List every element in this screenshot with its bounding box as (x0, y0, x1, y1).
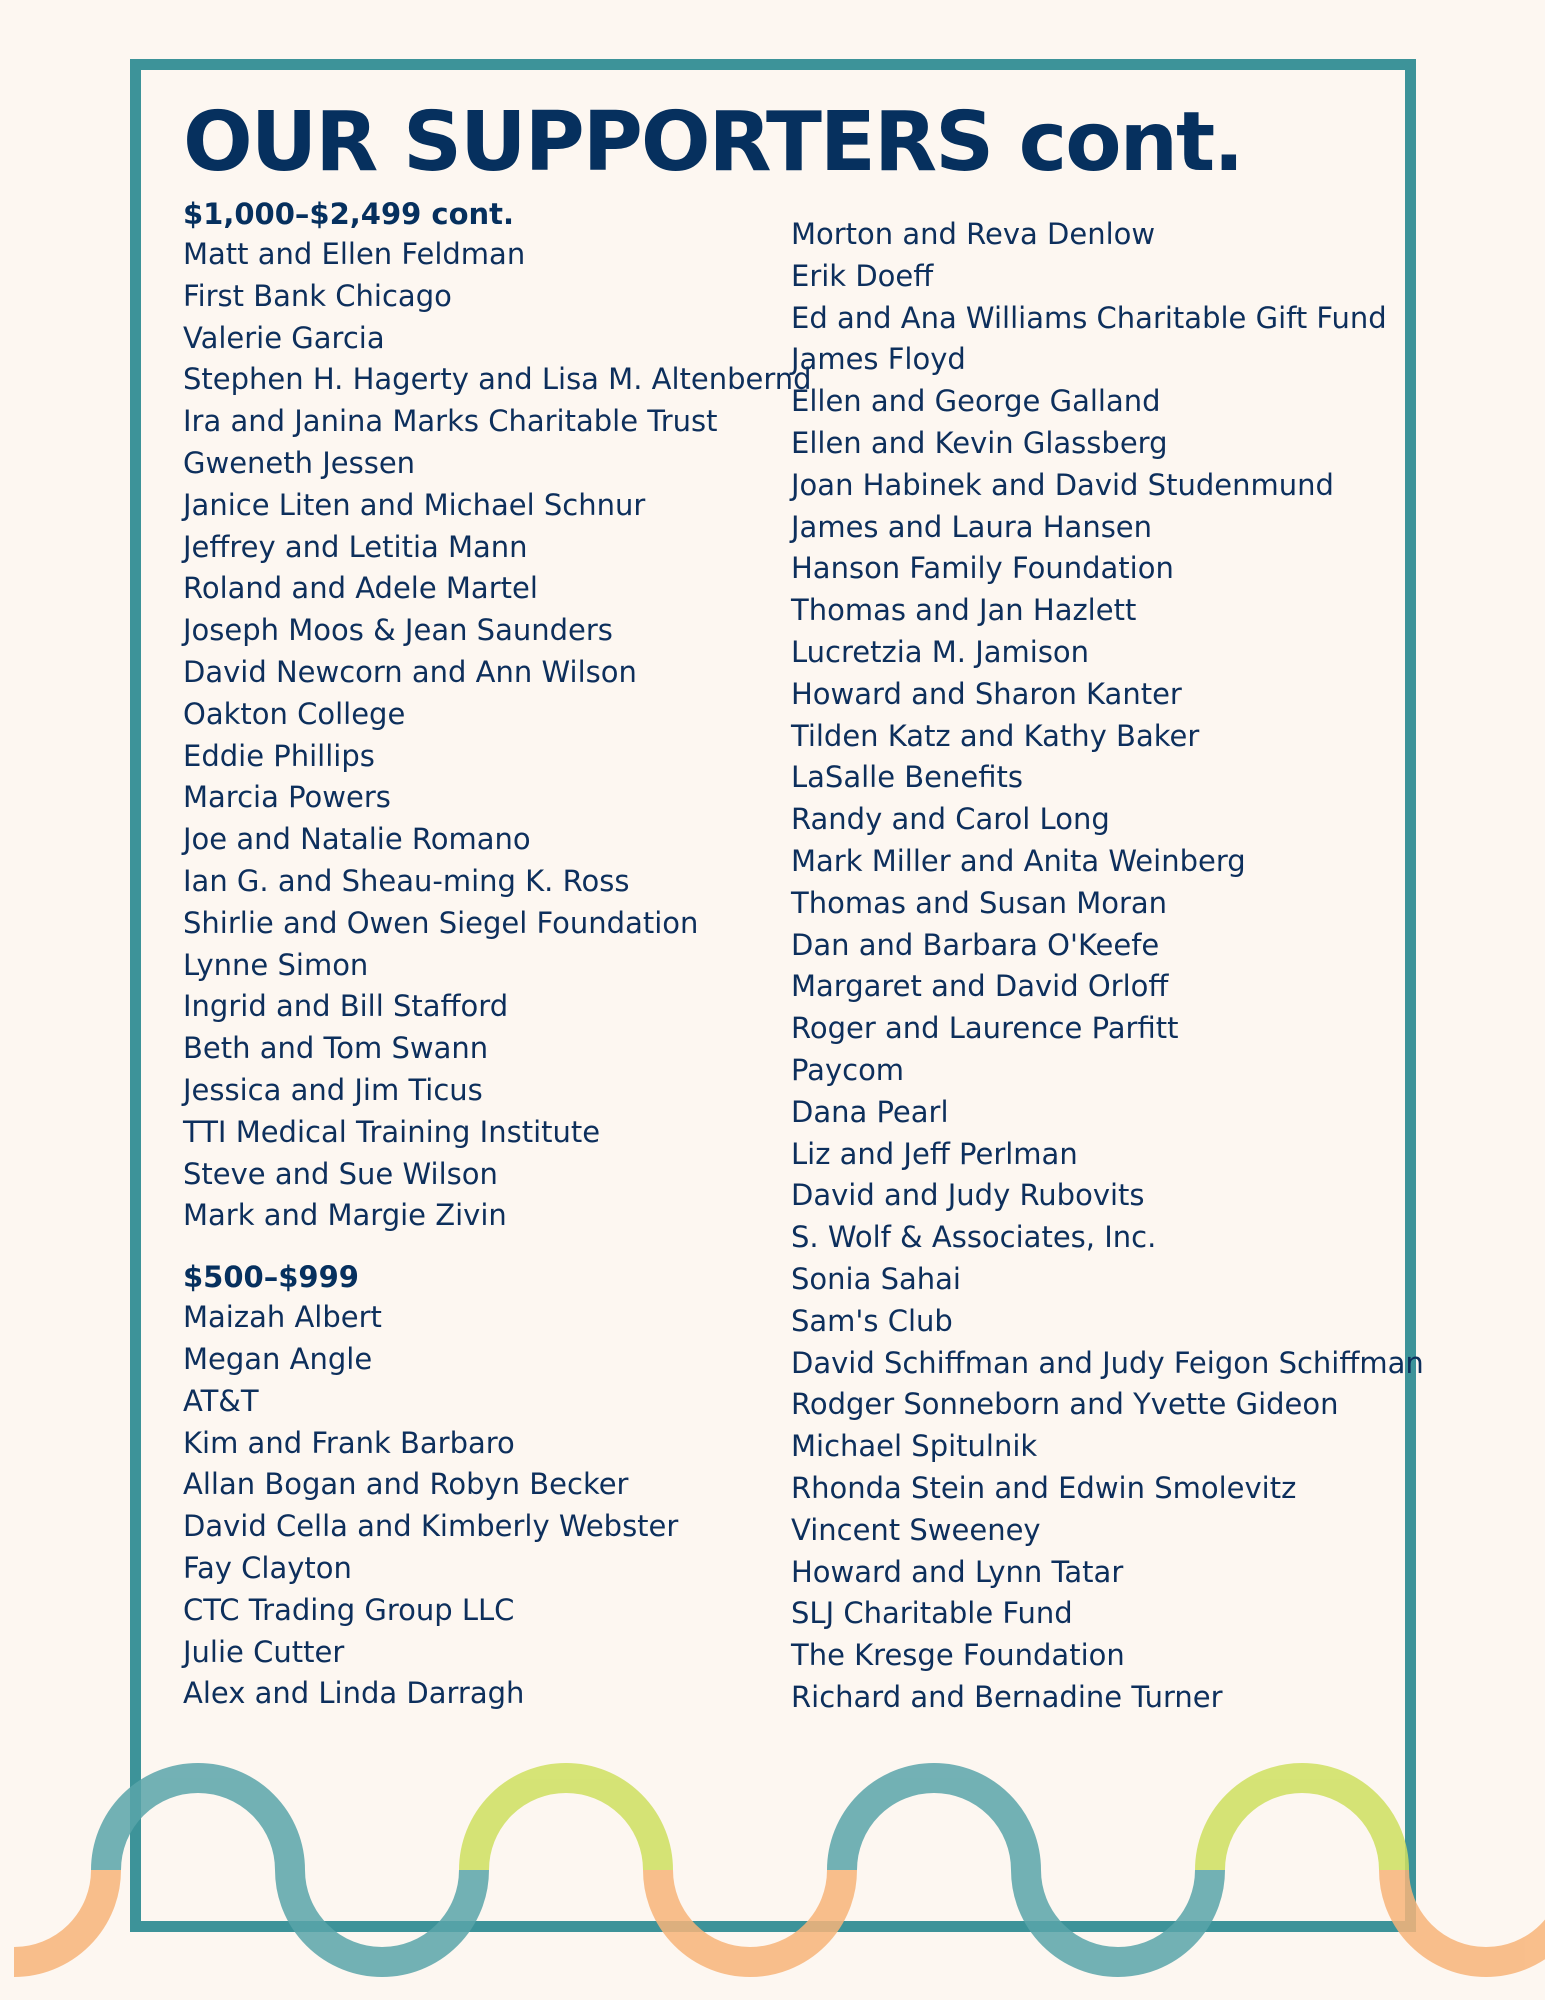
supporter-name: Shirlie and Owen Siegel Foundation (183, 905, 699, 940)
supporter-name: Julie Cutter (183, 1634, 345, 1669)
wave-arc-3 (290, 1870, 474, 1962)
supporter-name: Gweneth Jessen (183, 445, 416, 480)
supporter-name: CTC Trading Group LLC (183, 1592, 515, 1627)
supporter-name: Eddie Phillips (183, 738, 375, 773)
supporter-name: Howard and Lynn Tatar (791, 1554, 1124, 1589)
supporter-name: David Newcorn and Ann Wilson (183, 654, 637, 689)
wave-arc-4 (474, 1778, 658, 1870)
supporter-name: Rodger Sonneborn and Yvette Gideon (791, 1387, 1339, 1422)
supporter-name: Morton and Reva Denlow (791, 217, 1156, 251)
page-title: OUR SUPPORTERS cont. (183, 95, 1243, 190)
supporter-name: Vincent Sweeney (791, 1512, 1041, 1547)
right-column (791, 214, 1424, 1719)
supporter-name: Ingrid and Bill Stafford (183, 989, 509, 1024)
supporter-name: First Bank Chicago (183, 278, 452, 313)
supporter-list-1000-2499 (183, 234, 812, 1237)
wave-arc-2 (106, 1778, 290, 1870)
wave-arc-7 (1026, 1870, 1210, 1962)
supporter-name: Kim and Frank Barbaro (183, 1425, 515, 1460)
supporter-name: Ellen and Kevin Glassberg (791, 425, 1168, 460)
supporter-name: Joe and Natalie Romano (183, 822, 531, 857)
supporter-name: Oakton College (183, 696, 406, 731)
wave-arc-9 (1394, 1870, 1545, 1962)
supporter-name: Megan Angle (183, 1341, 373, 1376)
supporter-name: Sam's Club (791, 1303, 953, 1338)
supporter-name: Thomas and Susan Moran (791, 885, 1168, 920)
supporter-name: Fay Clayton (183, 1550, 352, 1585)
supporter-name: Joan Habinek and David Studenmund (791, 467, 1334, 502)
supporter-name: Mark Miller and Anita Weinberg (791, 843, 1246, 878)
wave-arc-6 (842, 1778, 1026, 1870)
supporter-name: James Floyd (791, 342, 966, 377)
supporter-name: David Cella and Kimberly Webster (183, 1509, 679, 1544)
supporter-name: TTI Medical Training Institute (183, 1114, 601, 1149)
supporter-name: Michael Spitulnik (791, 1429, 1038, 1464)
supporter-name: Lynne Simon (183, 947, 369, 982)
supporter-name: Ira and Janina Marks Charitable Trust (183, 404, 718, 439)
supporter-name: Lucretzia M. Jamison (791, 634, 1090, 669)
supporter-name: James and Laura Hansen (791, 509, 1153, 544)
supporter-name: Maizah Albert (183, 1300, 382, 1335)
supporter-name: SLJ Charitable Fund (791, 1596, 1073, 1631)
supporter-name: Alex and Linda Darragh (183, 1676, 525, 1711)
supporter-name: Beth and Tom Swann (183, 1031, 489, 1066)
supporter-name: Tilden Katz and Kathy Baker (791, 718, 1200, 753)
wave-arc-1 (14, 1870, 106, 1962)
supporter-name: The Kresge Foundation (791, 1638, 1125, 1673)
supporter-name: Janice Liten and Michael Schnur (183, 487, 646, 522)
supporter-name: Hanson Family Foundation (791, 551, 1174, 586)
supporter-name: Thomas and Jan Hazlett (791, 593, 1137, 628)
supporter-name: Rhonda Stein and Edwin Smolevitz (791, 1470, 1297, 1505)
supporter-list-500-999-cont (791, 214, 1424, 1719)
supporter-name: Randy and Carol Long (791, 802, 1110, 837)
supporter-name: Allan Bogan and Robyn Becker (183, 1467, 629, 1502)
supporter-name: Steve and Sue Wilson (183, 1156, 498, 1191)
supporter-name: AT&T (183, 1383, 259, 1418)
supporter-name: Dan and Barbara O'Keefe (791, 927, 1160, 962)
supporter-name: Margaret and David Orloff (791, 969, 1169, 1004)
supporter-name: Jessica and Jim Ticus (183, 1072, 483, 1107)
supporter-name: David Schiffman and Judy Feigon Schiffman (791, 1345, 1424, 1380)
supporter-name: Ed and Ana Williams Charitable Gift Fund (791, 300, 1387, 335)
supporter-name: LaSalle Benefits (791, 760, 1023, 795)
supporter-name: Marcia Powers (183, 780, 391, 815)
supporter-name: Ellen and George Galland (791, 384, 1161, 419)
supporter-name: Roger and Laurence Parfitt (791, 1011, 1179, 1046)
supporter-name: Jeffrey and Letitia Mann (183, 529, 528, 564)
supporter-name: Sonia Sahai (791, 1261, 961, 1296)
decorative-wave-border (0, 1700, 1545, 2000)
supporter-name: Dana Pearl (791, 1094, 949, 1129)
supporter-name: Richard and Bernadine Turner (791, 1679, 1223, 1714)
supporter-name: Liz and Jeff Perlman (791, 1136, 1078, 1171)
supporter-name: Roland and Adele Martel (183, 571, 538, 606)
wave-arc-8 (1210, 1778, 1394, 1870)
wave-arc-5 (658, 1870, 842, 1962)
section-heading-1000-2499: $1,000–$2,499 cont. (183, 197, 515, 231)
supporter-name: Ian G. and Sheau-ming K. Ross (183, 863, 630, 898)
supporter-name: Mark and Margie Zivin (183, 1198, 507, 1233)
supporter-name: Stephen H. Hagerty and Lisa M. Altenbernd (183, 362, 812, 397)
supporter-name: S. Wolf & Associates, Inc. (791, 1220, 1157, 1255)
supporter-name: Howard and Sharon Kanter (791, 676, 1182, 711)
supporter-name: Valerie Garcia (183, 320, 385, 355)
left-column (183, 197, 812, 1715)
supporter-name: Matt and Ellen Feldman (183, 237, 526, 271)
supporter-list-500-999 (183, 1297, 783, 1715)
section-heading-500-999: $500–$999 (183, 1260, 359, 1295)
supporter-name: Erik Doeff (791, 258, 934, 293)
supporter-name: Joseph Moos & Jean Saunders (183, 613, 613, 648)
supporter-name: Paycom (791, 1052, 905, 1087)
supporter-name: David and Judy Rubovits (791, 1178, 1145, 1213)
